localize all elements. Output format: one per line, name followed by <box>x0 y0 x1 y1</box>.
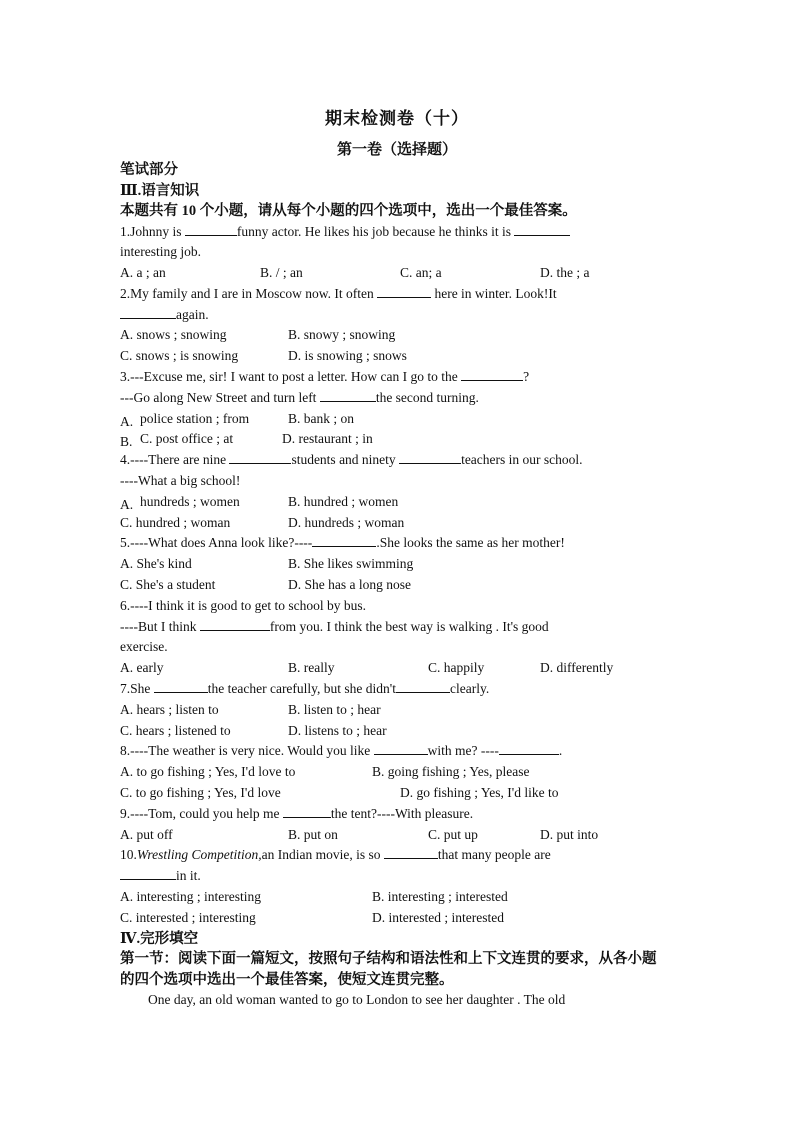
option-d[interactable]: D. listens to ; hear <box>288 722 387 738</box>
question-8-options-row-1 <box>120 762 680 783</box>
option-a[interactable]: A. to go fishing ; Yes, I'd love to <box>120 764 296 780</box>
option-a[interactable]: A. hears ; listen to <box>120 701 219 717</box>
option-a[interactable]: police station ; from <box>140 410 250 426</box>
question-2-options-row-2 <box>120 346 680 367</box>
answer-blank <box>461 368 523 381</box>
option-b[interactable]: B. She likes swimming <box>288 556 414 572</box>
question-8-options-row-2 <box>120 783 680 804</box>
option-c[interactable]: C. post office ; at <box>140 431 234 447</box>
question-6-line-1: 6.----I think it is good to get to school by bus. <box>120 597 366 613</box>
question-10-options-row-2 <box>120 908 680 929</box>
question-4-options-row-2 <box>120 513 680 534</box>
answer-blank <box>514 223 570 236</box>
option-d[interactable]: D. hundreds ; woman <box>288 514 405 530</box>
question-4-line-2: ----What a big school! <box>120 473 241 489</box>
answer-blank <box>499 742 559 755</box>
answer-blank <box>154 680 208 693</box>
option-a[interactable]: A. put off <box>120 826 173 842</box>
answer-blank <box>312 534 376 547</box>
section3-heading: Ⅲ.语言知识 <box>120 182 200 199</box>
option-a-letter: A. <box>120 413 134 429</box>
question-9-line-1: 9.----Tom, could you help me the tent?----With pleasure. <box>120 805 474 821</box>
section4-heading: Ⅳ.完形填空 <box>120 930 199 947</box>
option-d[interactable]: D. the ; a <box>540 265 590 281</box>
answer-blank <box>120 867 176 880</box>
option-a[interactable]: A. interesting ; interesting <box>120 889 261 904</box>
option-d[interactable]: D. differently <box>540 660 614 676</box>
option-a[interactable]: A. early <box>120 660 164 676</box>
question-1-line-2: interesting job. <box>120 244 201 260</box>
option-c[interactable]: C. interested ; interesting <box>120 909 256 925</box>
question-1-line-1: 1.Johnny is funny actor. He likes his job because he thinks it is <box>120 222 680 243</box>
option-b[interactable]: B. bank ; on <box>288 410 354 426</box>
question-5-options-row-1 <box>120 554 680 575</box>
answer-blank <box>377 285 431 298</box>
question-5-line-1: 5.----What does Anna look like?---- .She looks the same as her mother! <box>120 535 565 551</box>
answer-blank <box>283 805 331 818</box>
question-3-line-2: ---Go along New Street and turn left the second turning. <box>120 389 479 405</box>
option-d[interactable]: D. She has a long nose <box>288 577 411 593</box>
movie-title: Wrestling Competition, <box>136 847 262 863</box>
option-a-letter: A. <box>120 496 134 512</box>
answer-blank <box>384 846 438 859</box>
question-6-line-2: ----But I think from you. I think the best way is walking . It's good <box>120 618 549 634</box>
answer-blank <box>320 389 376 402</box>
option-a[interactable]: hundreds ; women <box>140 493 240 509</box>
answer-blank <box>374 742 428 755</box>
option-b[interactable]: B. / ; an <box>260 265 303 281</box>
option-c[interactable]: C. put up <box>428 826 478 842</box>
option-a[interactable]: A. a ; an <box>120 265 166 281</box>
question-6-options <box>120 658 680 679</box>
question-2-line-1: 2.My family and I are in Moscow now. It often here in winter. Look!It <box>120 285 557 301</box>
question-3-options-row-2 <box>120 429 680 450</box>
question-7-line-1: 7.She the teacher carefully, but she didn't clearly. <box>120 681 490 697</box>
option-c[interactable]: C. an; a <box>400 265 442 281</box>
question-8-line-1: 8.----The weather is very nice. Would you like with me? ---- . <box>120 743 563 759</box>
section4-instruction: 第一节：阅读下面一篇短文，按照句子结构和语法性和上下文连贯的要求，从各小题的四个选项中选出一个最佳答案，使短文连贯完整。 <box>120 951 657 988</box>
answer-blank <box>396 680 450 693</box>
page-subtitle: 第一卷（选择题） <box>336 142 457 158</box>
question-10-options-row-1 <box>120 887 680 908</box>
question-3-options-row-1 <box>120 409 680 430</box>
question-4-line-1: 4.----There are nine students and ninety teachers in our school. <box>120 452 583 468</box>
option-c-letter: B. <box>120 434 133 450</box>
option-d[interactable]: D. put into <box>540 826 599 842</box>
question-4-options-row-1 <box>120 492 680 513</box>
question-5-options-row-2 <box>120 575 680 596</box>
passage-line-1: One day, an old woman wanted to go to London to see her daughter . The old <box>148 992 566 1008</box>
question-2-line-2: again. <box>120 305 680 326</box>
answer-blank <box>399 451 461 464</box>
option-d[interactable]: D. is snowing ; snows <box>288 348 407 364</box>
option-c[interactable]: C. happily <box>428 660 485 676</box>
option-c[interactable]: C. She's a student <box>120 577 216 593</box>
question-3-line-1: 3.---Excuse me, sir! I want to post a letter. How can I go to the ? <box>120 369 530 385</box>
option-b[interactable]: B. interesting ; interested <box>372 889 508 904</box>
page-title: 期末检测卷（十） <box>325 109 469 128</box>
written-part-heading: 笔试部分 <box>120 162 178 178</box>
answer-blank <box>120 306 176 319</box>
option-c[interactable]: C. hundred ; woman <box>120 514 231 530</box>
exam-content <box>120 160 680 1011</box>
option-c[interactable]: C. to go fishing ; Yes, I'd love <box>120 785 281 801</box>
option-b[interactable]: B. put on <box>288 826 338 842</box>
section3-instruction: 本题共有 10 个小题，请从每个小题的四个选项中，选出一个最佳答案。 <box>120 203 577 219</box>
option-a[interactable]: A. snows ; snowing <box>120 327 227 343</box>
question-6-line-3: exercise. <box>120 639 168 655</box>
option-b[interactable]: B. snowy ; snowing <box>288 327 396 343</box>
option-b[interactable]: B. listen to ; hear <box>288 701 381 717</box>
question-7-options-row-2 <box>120 721 680 742</box>
question-10-line-1: 10.Wrestling Competition,an Indian movie, is so that many people are <box>120 847 551 863</box>
option-c[interactable]: C. snows ; is snowing <box>120 348 239 364</box>
question-1-options <box>120 263 680 284</box>
option-a[interactable]: A. She's kind <box>120 556 192 572</box>
option-b[interactable]: B. going fishing ; Yes, please <box>372 764 530 780</box>
answer-blank <box>229 451 291 464</box>
option-d[interactable]: D. go fishing ; Yes, I'd like to <box>400 785 559 801</box>
option-b[interactable]: B. really <box>288 660 335 676</box>
answer-blank <box>185 223 237 236</box>
answer-blank <box>200 618 270 631</box>
option-d[interactable]: D. interested ; interested <box>372 909 504 925</box>
question-2-options-row-1 <box>120 325 680 346</box>
question-7-options-row-1 <box>120 700 680 721</box>
question-9-options <box>120 825 680 846</box>
option-d[interactable]: D. restaurant ; in <box>282 431 373 447</box>
question-10-line-2: in it. <box>120 866 680 887</box>
option-c[interactable]: C. hears ; listened to <box>120 722 231 738</box>
option-b[interactable]: B. hundred ; women <box>288 493 399 509</box>
